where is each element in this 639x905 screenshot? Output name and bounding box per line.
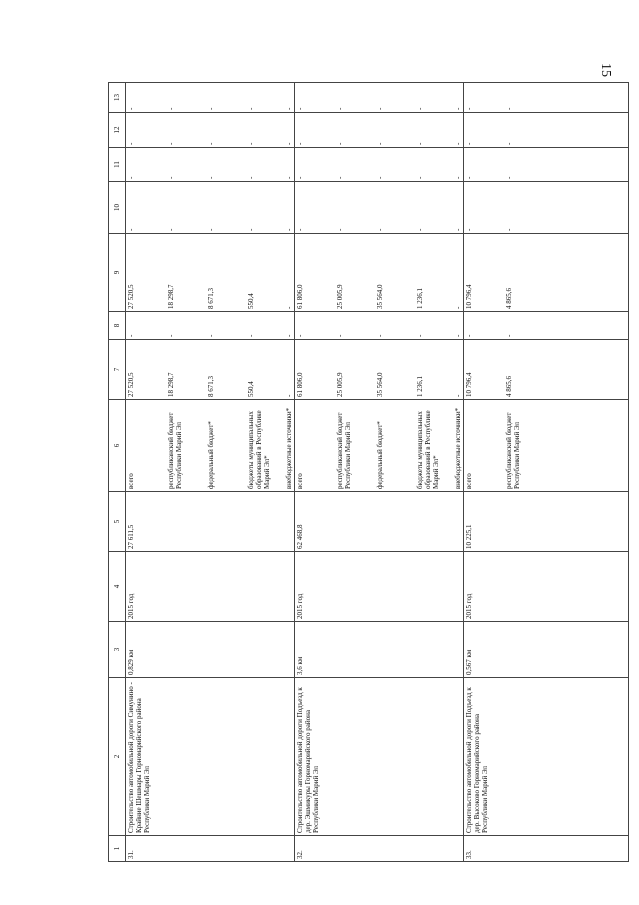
- column-header: 2: [109, 678, 126, 836]
- column-header: 8: [109, 312, 126, 340]
- value-col13: -: [336, 107, 344, 110]
- table-row: [126, 83, 295, 862]
- column-header: 12: [109, 113, 126, 148]
- value-col8-cell: [126, 312, 295, 340]
- table-body: [126, 83, 629, 862]
- value-col10-cell: [464, 182, 629, 234]
- funding-source: всего: [465, 473, 473, 489]
- value-col9: 61 806,0: [296, 284, 304, 309]
- funding-source-cell: [464, 400, 629, 492]
- value-col12: -: [454, 142, 462, 145]
- value-col12: -: [285, 142, 293, 145]
- value-col9: 550,4: [247, 293, 255, 309]
- value-col13: -: [285, 107, 293, 110]
- value-col7: -: [454, 394, 462, 397]
- value-col13-cell: [295, 83, 464, 113]
- value-col13: -: [465, 107, 473, 110]
- column-number-row: [109, 83, 126, 862]
- value-col11: -: [207, 176, 215, 179]
- funding-source: бюджеты муниципальных образований в Республике Марий Эл*: [247, 410, 271, 489]
- estimate-cost: 27 611,5: [126, 492, 295, 552]
- value-col8: -: [247, 334, 255, 337]
- value-col8: -: [285, 334, 293, 337]
- value-col12: -: [465, 142, 473, 145]
- road-length: 0,567 км: [464, 622, 629, 678]
- column-header: 3: [109, 622, 126, 678]
- funding-source-cell: [126, 400, 295, 492]
- value-col13: -: [416, 107, 424, 110]
- column-header: 5: [109, 492, 126, 552]
- estimate-cost: 62 468,8: [295, 492, 464, 552]
- value-col9-cell: [464, 234, 629, 312]
- column-header: 11: [109, 148, 126, 182]
- column-header: 13: [109, 83, 126, 113]
- value-col12: -: [167, 142, 175, 145]
- funding-source: всего: [296, 473, 304, 489]
- column-header: 6: [109, 400, 126, 492]
- value-col7-cell: [295, 340, 464, 400]
- value-col8: -: [454, 334, 462, 337]
- value-col8-cell: [295, 312, 464, 340]
- value-col8-cell: [464, 312, 629, 340]
- value-col8: -: [416, 334, 424, 337]
- value-col10-cell: [295, 182, 464, 234]
- construction-year: 2015 год: [126, 552, 295, 622]
- funding-source-cell: [295, 400, 464, 492]
- column-header: 7: [109, 340, 126, 400]
- value-col11-cell: [126, 148, 295, 182]
- object-name: Строительство автомобильной дороги Подъезд к дер. Высоково Горномарийского района Республики Марий Эл: [464, 678, 629, 836]
- value-col7: 10 796,4: [465, 372, 473, 397]
- value-col13: -: [167, 107, 175, 110]
- value-col11: -: [454, 176, 462, 179]
- value-col8: -: [336, 334, 344, 337]
- value-col12: -: [336, 142, 344, 145]
- value-col8: -: [465, 334, 473, 337]
- value-col10: -: [454, 228, 462, 231]
- table-row: [464, 83, 629, 862]
- value-col8: -: [167, 334, 175, 337]
- value-col11: -: [336, 176, 344, 179]
- row-number: 31.: [126, 836, 295, 862]
- value-col8: -: [207, 334, 215, 337]
- value-col13: -: [207, 107, 215, 110]
- value-col12: -: [416, 142, 424, 145]
- value-col10: -: [296, 228, 304, 231]
- value-col12: -: [376, 142, 384, 145]
- value-col13: -: [296, 107, 304, 110]
- funding-source: внебюджетные источники*: [454, 407, 462, 489]
- value-col7: 25 005,9: [336, 372, 344, 397]
- object-name: Строительство автомобильной дороги Симунино - Крайние Шешмары Горномарийского района Республики Марий Эл: [126, 678, 295, 836]
- budget-table: [108, 82, 629, 862]
- road-length: 3,6 км: [295, 622, 464, 678]
- value-col9-cell: [295, 234, 464, 312]
- value-col13: -: [247, 107, 255, 110]
- value-col13-cell: [126, 83, 295, 113]
- value-col9: 25 005,9: [336, 284, 344, 309]
- page-number: 15: [598, 63, 613, 77]
- value-col13-cell: [464, 83, 629, 113]
- value-col9-cell: [126, 234, 295, 312]
- value-col11: -: [465, 176, 473, 179]
- table-row: [295, 83, 464, 862]
- value-col12: -: [207, 142, 215, 145]
- construction-year: 2015 год: [464, 552, 629, 622]
- funding-source: внебюджетные источники*: [285, 407, 293, 489]
- value-col9: 10 796,4: [465, 284, 473, 309]
- value-col12-cell: [464, 113, 629, 148]
- column-header: 9: [109, 234, 126, 312]
- value-col11: -: [285, 176, 293, 179]
- value-col7: 61 806,0: [296, 372, 304, 397]
- value-col11: -: [247, 176, 255, 179]
- value-col10: -: [376, 228, 384, 231]
- value-col11: -: [167, 176, 175, 179]
- value-col11: -: [505, 176, 513, 179]
- value-col8: -: [127, 334, 135, 337]
- column-header: 10: [109, 182, 126, 234]
- value-col12: -: [505, 142, 513, 145]
- funding-source: всего: [127, 473, 135, 489]
- rotated-table-container: [108, 83, 630, 862]
- value-col13: -: [505, 107, 513, 110]
- value-col13: -: [376, 107, 384, 110]
- value-col11: -: [416, 176, 424, 179]
- value-col12: -: [247, 142, 255, 145]
- funding-source: бюджеты муниципальных образований в Республике Марий Эл*: [416, 410, 440, 489]
- value-col10: -: [285, 228, 293, 231]
- value-col8: -: [296, 334, 304, 337]
- value-col12: -: [127, 142, 135, 145]
- value-col11: -: [127, 176, 135, 179]
- value-col12-cell: [295, 113, 464, 148]
- column-header: 4: [109, 552, 126, 622]
- value-col11-cell: [295, 148, 464, 182]
- value-col7: 550,4: [247, 381, 255, 397]
- row-number: 32.: [295, 836, 464, 862]
- estimate-cost: 10 225,1: [464, 492, 629, 552]
- value-col7-cell: [126, 340, 295, 400]
- value-col10: -: [127, 228, 135, 231]
- value-col13: -: [454, 107, 462, 110]
- value-col13: -: [127, 107, 135, 110]
- funding-source: республиканский бюджет Республики Марий Эл: [336, 412, 352, 489]
- value-col9: 18 298,7: [167, 284, 175, 309]
- value-col7: -: [285, 394, 293, 397]
- value-col10: -: [207, 228, 215, 231]
- value-col10: -: [416, 228, 424, 231]
- row-number: 33.: [464, 836, 629, 862]
- funding-source: федеральный бюджет*: [207, 421, 215, 489]
- funding-source: республиканский бюджет Республики Марий Эл: [167, 412, 183, 489]
- value-col9: 35 564,0: [376, 284, 384, 309]
- value-col12-cell: [126, 113, 295, 148]
- column-header: 1: [109, 836, 126, 862]
- value-col7: 8 671,3: [207, 376, 215, 397]
- value-col7: 18 298,7: [167, 372, 175, 397]
- value-col10: -: [247, 228, 255, 231]
- value-col10: -: [336, 228, 344, 231]
- value-col9: 8 671,3: [207, 288, 215, 309]
- value-col10-cell: [126, 182, 295, 234]
- value-col10: -: [465, 228, 473, 231]
- value-col11: -: [296, 176, 304, 179]
- value-col11-cell: [464, 148, 629, 182]
- value-col7: 35 564,0: [376, 372, 384, 397]
- funding-source: республиканский бюджет Республики Марий Эл: [505, 412, 521, 489]
- value-col9: -: [454, 306, 462, 309]
- value-col9: -: [285, 306, 293, 309]
- value-col10: -: [167, 228, 175, 231]
- value-col9: 1 236,1: [416, 288, 424, 309]
- value-col8: -: [505, 334, 513, 337]
- value-col7: 27 520,5: [127, 372, 135, 397]
- value-col7-cell: [464, 340, 629, 400]
- value-col8: -: [376, 334, 384, 337]
- value-col11: -: [376, 176, 384, 179]
- value-col9: 4 865,6: [505, 288, 513, 309]
- road-length: 0,829 км: [126, 622, 295, 678]
- value-col9: 27 520,5: [127, 284, 135, 309]
- construction-year: 2015 год: [295, 552, 464, 622]
- funding-source: федеральный бюджет*: [376, 421, 384, 489]
- value-col12: -: [296, 142, 304, 145]
- value-col7: 4 865,6: [505, 376, 513, 397]
- value-col10: -: [505, 228, 513, 231]
- value-col7: 1 236,1: [416, 376, 424, 397]
- object-name: Строительство автомобильной дороги Подъезд к дер. Эшмикуры Горномарийского района Республики Марий Эл: [295, 678, 464, 836]
